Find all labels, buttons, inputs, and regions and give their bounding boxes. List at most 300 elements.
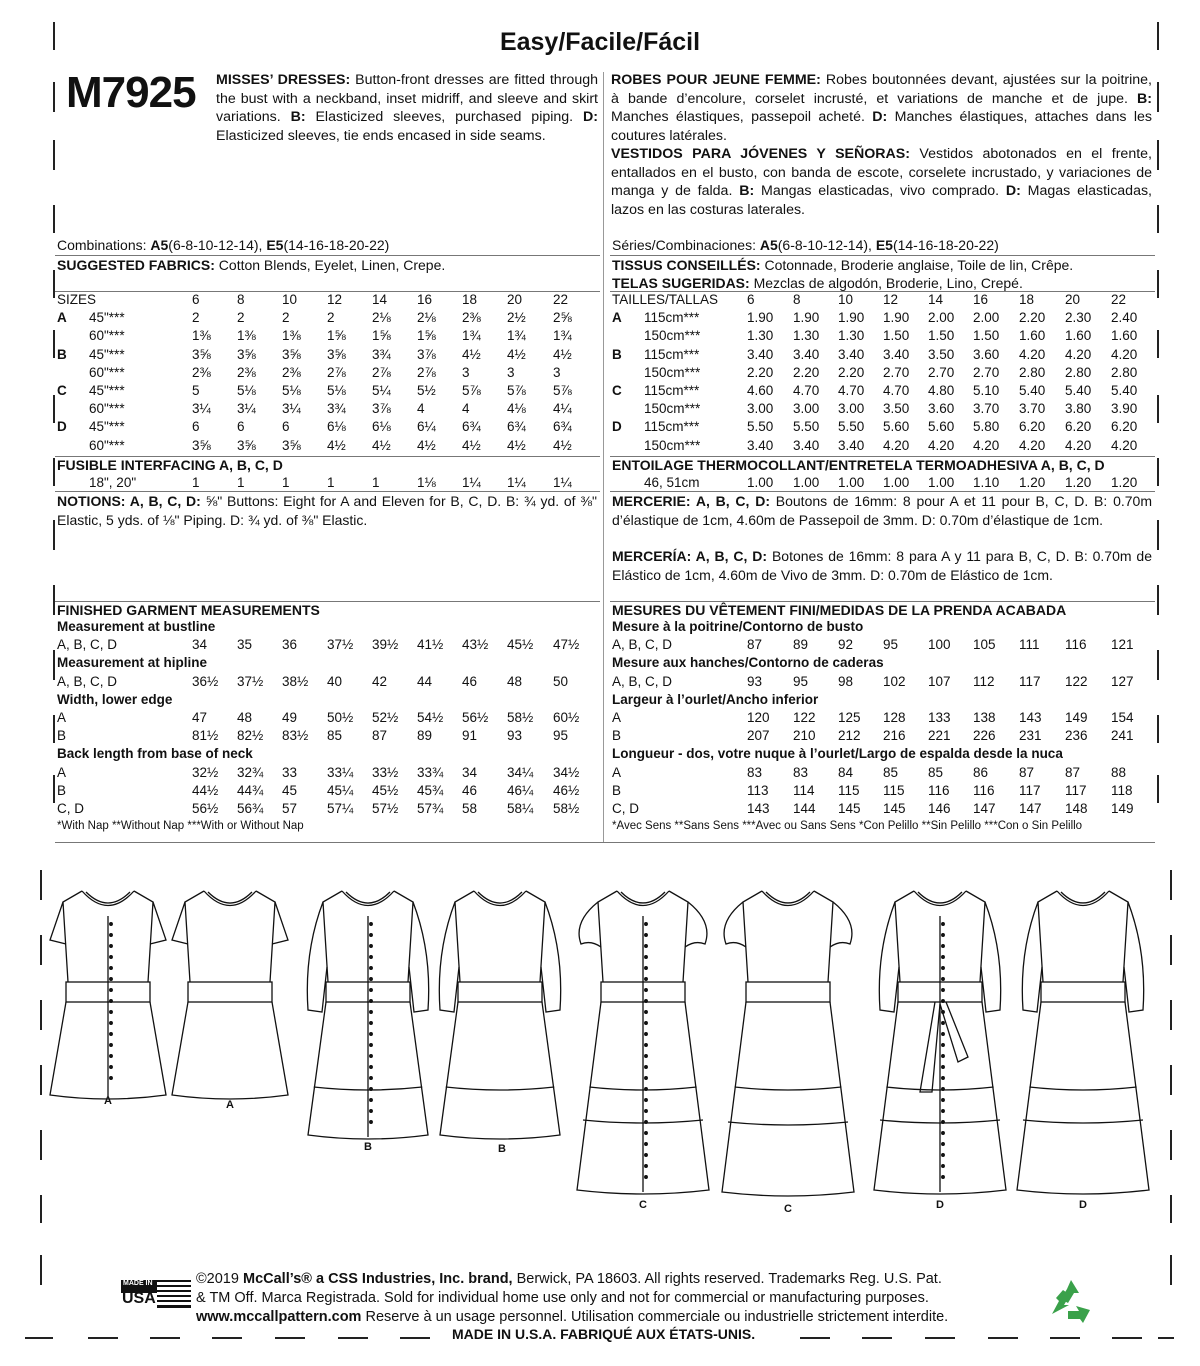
measurement-heading-row	[612, 654, 1157, 672]
yardage-value: 3	[553, 364, 561, 380]
measurement-value: 37½	[327, 637, 354, 653]
measurement-value: 146	[928, 801, 951, 817]
yardage-row	[57, 400, 598, 418]
measurement-value: 117	[1019, 673, 1041, 689]
yardage-row	[612, 437, 1157, 455]
yardage-row-label	[57, 400, 192, 418]
yardage-value: 5⅛	[327, 383, 346, 399]
size-header: 22	[553, 292, 569, 307]
measurement-value: 33¼	[327, 764, 354, 780]
size-header: 12	[327, 292, 343, 307]
french-finished-measurements	[612, 602, 1157, 832]
usa-badge-text: USA	[122, 1290, 156, 1307]
measurement-value: 95	[793, 673, 809, 689]
yardage-row	[612, 418, 1157, 436]
measurement-value: 148	[1065, 801, 1088, 817]
view-letter: A	[612, 310, 622, 326]
yardage-value: 2.80	[1111, 364, 1138, 380]
measurement-row	[57, 709, 598, 727]
yardage-row	[57, 382, 598, 400]
size-header: 10	[838, 292, 854, 307]
yardage-value: 2.30	[1065, 310, 1092, 326]
yardage-value: 4.20	[1111, 437, 1138, 453]
measurement-view: B	[57, 782, 67, 798]
measurement-value: 149	[1065, 710, 1088, 726]
garment-label: B	[364, 1141, 372, 1153]
measurement-value: 58¼	[507, 801, 534, 817]
yardage-value: 1.50	[883, 328, 910, 344]
yardage-value: 1.30	[793, 328, 820, 344]
measurement-row	[57, 673, 598, 691]
yardage-value: 4.20	[1065, 437, 1092, 453]
footnote-fr: *Avec Sens **Sans Sens ***Avec ou Sans Sens *Con Pelillo **Sin Pelillo ***Con o Sin Pelillo	[612, 820, 1083, 833]
measurement-value: 49	[282, 710, 298, 726]
measurement-value: 52½	[372, 710, 399, 726]
yardage-value: 2.20	[793, 364, 820, 380]
yardage-value: 3.40	[793, 346, 820, 362]
yardage-value: 4.80	[928, 383, 955, 399]
description-english	[216, 71, 598, 145]
measurement-value: 128	[883, 710, 906, 726]
measurement-row	[57, 800, 598, 818]
yardage-value: 4¼	[553, 401, 572, 417]
measurement-value: 44½	[192, 782, 219, 798]
measurement-view: A	[57, 710, 67, 726]
measurement-row	[612, 709, 1157, 727]
measurement-value: 231	[1019, 728, 1042, 744]
footer-line2: & TM Off. Marca Registrada. Sold for individual home use only and not for commercial or manufacturing purposes.	[196, 1290, 929, 1306]
yardage-row-label	[612, 309, 747, 327]
yardage-value: 4.20	[973, 437, 1000, 453]
measurement-view: A, B, C, D	[57, 637, 118, 653]
measurement-row	[612, 727, 1157, 745]
measurement-value: 95	[883, 637, 899, 653]
measurement-value: 33¾	[417, 764, 444, 780]
measurement-value: 100	[928, 637, 951, 653]
notions-text: ⅝" Buttons: Eight for A and Eleven for B, C, D. B: ¾ yd. of ⅜" Elastic, 5 yds. of ⅛" Piping. D: ¾ yd. of ⅜" Elastic.	[57, 493, 597, 528]
yardage-value: 4.70	[793, 383, 820, 399]
measurement-heading: Largeur à l’ourlet/Ancho inferior	[612, 691, 819, 707]
yardage-value: 3⅞	[372, 401, 391, 417]
measurement-value: 112	[973, 673, 995, 689]
yardage-value: 3¾	[372, 346, 391, 362]
measurement-value: 102	[883, 673, 906, 689]
yardage-value: 2.20	[838, 364, 865, 380]
interfacing-value: 1	[372, 475, 380, 490]
yardage-value: 4.20	[1019, 437, 1046, 453]
measurement-value: 93	[507, 728, 523, 744]
yardage-row-label	[57, 418, 192, 436]
measurement-value: 116	[973, 782, 995, 798]
desc-en-body: Button-front dresses are fitted through the bust with a neckband, inset midriff, and sleeve and skirt variations.	[216, 72, 598, 125]
measurement-value: 57½	[372, 801, 399, 817]
desc-fr-b-text: Manches élastiques, passepoil acheté.	[611, 109, 873, 125]
yardage-row	[612, 346, 1157, 364]
yardage-value: 5.50	[793, 419, 820, 435]
pattern-number: M7925	[66, 68, 196, 117]
yardage-value: 1.90	[883, 310, 910, 326]
yardage-value: 3.00	[793, 401, 820, 417]
measurement-value: 34¼	[507, 764, 534, 780]
mercerie-label: MERCERIE: A, B, C, D:	[612, 493, 770, 509]
measurement-value: 149	[1111, 801, 1134, 817]
fabrics-fr-label: TISSUS CONSEILLÉS:	[612, 257, 761, 273]
measurement-view: B	[612, 728, 622, 744]
interfacing-width: 18", 20"	[89, 475, 137, 490]
yardage-row	[57, 309, 598, 327]
measurement-value: 87	[747, 637, 763, 653]
yardage-value: 5⅞	[553, 383, 572, 399]
measurement-value: 40	[327, 673, 343, 689]
yardage-value: 4½	[462, 437, 481, 453]
measurement-value: 120	[747, 710, 770, 726]
garment-label: A	[226, 1099, 234, 1111]
yardage-row-label	[57, 437, 192, 455]
combo-a-sizes: (6-8-10-12-14),	[168, 237, 267, 253]
yardage-row	[612, 400, 1157, 418]
yardage-value: 5.10	[973, 383, 1000, 399]
measurement-view: B	[57, 728, 67, 744]
desc-es-d: D:	[1005, 183, 1021, 199]
yardage-value: 4½	[553, 346, 572, 362]
measurement-value: 147	[1019, 801, 1042, 817]
measurement-value: 147	[973, 801, 996, 817]
yardage-value: 4½	[372, 437, 391, 453]
yardage-value: 4½	[462, 346, 481, 362]
yardage-value: 1⅜	[192, 328, 211, 344]
yardage-value: 3.50	[883, 401, 910, 417]
measurement-value: 107	[928, 673, 951, 689]
measurement-view: A, B, C, D	[612, 637, 673, 653]
yardage-row	[612, 327, 1157, 345]
interfacing-value: 1.20	[1019, 475, 1046, 490]
english-yardage-table	[57, 291, 598, 455]
measurement-value: 125	[838, 710, 861, 726]
measurement-view: A	[612, 764, 622, 780]
yardage-row-label	[612, 400, 747, 418]
yardage-value: 3.80	[1065, 401, 1092, 417]
measurement-value: 84	[838, 764, 854, 780]
desc-es-title: VESTIDOS PARA JÓVENES Y SEÑORAS:	[611, 146, 910, 162]
measurement-value: 46½	[553, 782, 580, 798]
interfacing-row	[612, 474, 1157, 492]
yardage-value: 2½	[507, 310, 526, 326]
measurement-value: 32¾	[237, 764, 264, 780]
view-letter: D	[57, 419, 67, 435]
footnote: *With Nap **Without Nap ***With or Without Nap	[57, 820, 304, 833]
combo-e-sizes: (14-16-18-20-22)	[283, 237, 390, 253]
size-header: 14	[372, 292, 388, 307]
measurement-value: 48	[237, 710, 253, 726]
yardage-value: 1.60	[1065, 328, 1092, 344]
yardage-row-label	[57, 327, 192, 345]
measurement-value: 226	[973, 728, 996, 744]
measurement-value: 57¼	[327, 801, 354, 817]
yardage-value: 2	[327, 310, 335, 326]
made-in-usa: MADE IN U.S.A. FABRIQUÉ AUX ÉTATS-UNIS.	[452, 1326, 756, 1342]
yardage-value: 1¾	[553, 328, 572, 344]
yardage-value: 1.60	[1019, 328, 1046, 344]
yardage-value: 4.60	[747, 383, 774, 399]
interfacing-value: 1.20	[1065, 475, 1092, 490]
column-divider	[603, 72, 604, 842]
yardage-value: 4½	[553, 437, 572, 453]
measurement-value: 45½	[372, 782, 399, 798]
merceria-text: Botones de 16mm: 8 para A y 11 para B, C, D. B: 0.70m de Elástico de 1cm, 4.60m de Vivo de 3mm. D: 0.70m de Elástico de 1cm.	[612, 548, 1152, 583]
measurement-value: 85	[327, 728, 343, 744]
measurement-value: 57	[282, 801, 298, 817]
size-header: 18	[1019, 292, 1035, 307]
measurement-heading-row	[612, 618, 1157, 636]
measurement-value: 83½	[282, 728, 309, 744]
measurement-value: 54½	[417, 710, 444, 726]
size-header: 16	[973, 292, 989, 307]
yardage-row-label	[57, 364, 192, 382]
interfacing-value: 1	[282, 475, 290, 490]
size-header: 6	[747, 292, 755, 307]
yardage-value: 3.40	[747, 437, 774, 453]
measurement-value: 91	[462, 728, 478, 744]
fabrics-es-text: Mezclas de algodón, Broderie, Lino, Crepé.	[749, 275, 1023, 291]
measurement-heading-row	[612, 691, 1157, 709]
measurement-value: 41½	[417, 637, 444, 653]
yardage-value: 1.30	[747, 328, 774, 344]
yardage-value: 3.50	[928, 346, 955, 362]
fgm-title-fr: MESURES DU VÊTEMENT FINI/MEDIDAS DE LA PRENDA ACABADA	[612, 602, 1067, 618]
yardage-value: 4⅛	[507, 401, 526, 417]
fabric-width: 60"***	[89, 401, 125, 417]
yardage-value: 4.20	[1065, 346, 1092, 362]
measurement-value: 207	[747, 728, 770, 744]
yardage-row-label	[612, 437, 747, 455]
measurement-value: 58½	[553, 801, 580, 817]
measurement-value: 216	[883, 728, 906, 744]
suggested-fabrics	[57, 256, 597, 274]
yardage-value: 3.40	[838, 346, 865, 362]
yardage-value: 3.00	[747, 401, 774, 417]
measurement-value: 115	[883, 782, 905, 798]
desc-fr-d-text: Manches élastiques, attaches dans les coutures latérales.	[611, 109, 1152, 144]
measurement-value: 105	[973, 637, 996, 653]
yardage-row	[57, 437, 598, 455]
yardage-value: 3¾	[327, 401, 346, 417]
measurement-value: 36	[282, 637, 298, 653]
yardage-row	[57, 364, 598, 382]
website-link[interactable]: www.mccallpattern.com	[196, 1309, 362, 1325]
garment-view	[172, 891, 288, 1099]
size-header: 12	[883, 292, 899, 307]
measurement-view: A	[612, 710, 622, 726]
desc-es-body: Vestidos abotonados en el frente, entallados en el busto, con banda de escote, corselete incrustado, y variaciones de manga y de falda.	[611, 146, 1152, 199]
desc-en-d-text: Elasticized sleeves, tie ends encased in side seams.	[216, 127, 546, 144]
yardage-value: 1⅝	[372, 328, 391, 344]
fabric-width: 45"***	[89, 383, 125, 399]
interfacing-value: 1¼	[553, 475, 572, 490]
measurement-value: 121	[1111, 637, 1134, 653]
yardage-value: 1⅜	[237, 328, 256, 344]
difficulty-level: Easy/Facile/Fácil	[499, 28, 701, 56]
garment-illustrations	[0, 870, 1200, 1230]
yardage-value: 2.20	[1019, 310, 1046, 326]
measurement-value: 33	[282, 764, 298, 780]
garment-view	[50, 891, 166, 1099]
yardage-value: 4.20	[928, 437, 955, 453]
size-header: 6	[192, 292, 200, 307]
yardage-value: 3¼	[282, 401, 301, 417]
measurement-value: 113	[747, 782, 769, 798]
measurement-value: 89	[417, 728, 433, 744]
measurement-heading-row	[57, 654, 598, 672]
measurement-heading: Back length from base of neck	[57, 746, 253, 762]
yardage-value: 4.20	[883, 437, 910, 453]
french-interfacing	[612, 456, 1157, 492]
measurement-value: 98	[838, 673, 854, 689]
combinations-label: Combinations:	[57, 237, 151, 253]
yardage-value: 4	[462, 401, 470, 417]
yardage-row-label	[57, 382, 192, 400]
fabrics-label: SUGGESTED FABRICS:	[57, 257, 215, 273]
yardage-value: 4.20	[1019, 346, 1046, 362]
yardage-value: 5.40	[1111, 383, 1138, 399]
yardage-row-label	[612, 364, 747, 382]
measurement-value: 145	[838, 801, 861, 817]
measurement-value: 48	[507, 673, 523, 689]
yardage-row-label	[57, 346, 192, 364]
yardage-value: 1.50	[928, 328, 955, 344]
yardage-value: 2⅜	[192, 364, 211, 380]
garment-label: A	[104, 1095, 112, 1107]
measurement-view: C, D	[57, 801, 84, 817]
measurement-value: 34	[462, 764, 478, 780]
interfacing-value: 1.00	[883, 475, 910, 490]
yardage-value: 1⅝	[417, 328, 436, 344]
yardage-value: 3.00	[838, 401, 865, 417]
yardage-value: 6¾	[507, 419, 526, 435]
measurement-value: 46	[462, 673, 478, 689]
fabric-width: 115cm***	[644, 346, 700, 362]
yardage-value: 3	[462, 364, 470, 380]
yardage-value: 1.90	[747, 310, 774, 326]
combinations-label-fr: Séries/Combinaciones:	[612, 237, 760, 253]
french-yardage-table	[612, 291, 1157, 455]
view-letter: C	[57, 383, 67, 399]
measurement-heading: Width, lower edge	[57, 691, 173, 707]
yardage-value: 5⅛	[282, 383, 301, 399]
yardage-value: 2⅛	[417, 310, 436, 326]
footer-line1: Berwick, PA 18603. All rights reserved. Trademarks Reg. U.S. Pat.	[512, 1271, 942, 1287]
fabric-width: 115cm***	[644, 383, 700, 399]
yardage-value: 6¼	[417, 419, 436, 435]
french-combinations	[612, 236, 1152, 254]
yardage-value: 3⅝	[237, 437, 256, 453]
yardage-value: 1.90	[838, 310, 865, 326]
description-french-spanish	[611, 71, 1152, 219]
yardage-value: 2.70	[883, 364, 910, 380]
yardage-row-label	[612, 382, 747, 400]
fabric-width: 150cm***	[644, 437, 701, 453]
fabrics-es-label: TELAS SUGERIDAS:	[612, 275, 750, 291]
garment-view	[307, 891, 428, 1139]
interfacing-value: 1	[192, 475, 200, 490]
interfacing-value: 1.00	[793, 475, 820, 490]
yardage-value: 5½	[417, 383, 436, 399]
garment-label: D	[936, 1199, 944, 1211]
yardage-value: 5.40	[1065, 383, 1092, 399]
interfacing-row	[57, 474, 598, 492]
view-letter: C	[612, 383, 622, 399]
measurement-value: 82½	[237, 728, 264, 744]
measurement-value: 86	[973, 764, 989, 780]
desc-es-b: B:	[739, 183, 755, 199]
fabric-width: 150cm***	[644, 328, 701, 344]
yardage-value: 6	[237, 419, 245, 435]
yardage-value: 6⅛	[327, 419, 346, 435]
table-header-row	[57, 291, 598, 309]
size-header: 20	[507, 292, 523, 307]
measurement-value: 56½	[192, 801, 219, 817]
measurement-value: 116	[1065, 637, 1087, 653]
yardage-value: 2⅜	[462, 310, 481, 326]
yardage-row	[57, 327, 598, 345]
garment-view	[439, 891, 560, 1139]
desc-fr-body: Robes boutonnées devant, ajustées sur la poitrine, à bande d’encolure, corselet incrusté, et variations de manche et de jupe.	[611, 72, 1152, 107]
measurement-row	[57, 636, 598, 654]
combo-a-sizes-fr: (6-8-10-12-14),	[777, 237, 876, 253]
measurement-value: 221	[928, 728, 951, 744]
yardage-value: 5.80	[973, 419, 1000, 435]
interfacing-value: 1¼	[507, 475, 526, 490]
measurement-value: 241	[1111, 728, 1134, 744]
desc-es-d-text: Magas elasticadas, lazos en las costuras laterales.	[611, 183, 1152, 218]
size-header-label: TAILLES/TALLAS	[612, 292, 719, 307]
yardage-value: 1.50	[973, 328, 1000, 344]
made-in-usa-badge	[121, 1280, 191, 1308]
measurement-value: 95	[553, 728, 569, 744]
combo-e: E5	[266, 237, 284, 253]
yardage-value: 5.40	[1019, 383, 1046, 399]
measurement-value: 45½	[507, 637, 534, 653]
english-combinations	[57, 236, 597, 254]
measurement-view: A	[57, 764, 67, 780]
measurement-value: 58	[462, 801, 478, 817]
measurement-value: 45	[282, 782, 298, 798]
yardage-value: 3.70	[1019, 401, 1046, 417]
yardage-value: 5	[192, 383, 200, 399]
interfacing-value: 1.00	[747, 475, 774, 490]
yardage-row-label	[612, 418, 747, 436]
yardage-value: 5.60	[928, 419, 955, 435]
combo-e-fr: E5	[875, 237, 893, 253]
footer-legal	[196, 1270, 1056, 1327]
measurement-heading: Longueur - dos, votre nuque à l’ourlet/Largo de espalda desde la nuca	[612, 746, 1063, 762]
size-header-label: SIZES	[57, 292, 97, 307]
desc-en-d: D:	[583, 109, 598, 125]
yardage-value: 5¼	[372, 383, 391, 399]
measurement-value: 47½	[553, 637, 580, 653]
measurement-row	[57, 782, 598, 800]
measurement-value: 34	[192, 637, 208, 653]
measurement-value: 154	[1111, 710, 1134, 726]
view-letter: D	[612, 419, 622, 435]
yardage-value: 1¾	[507, 328, 526, 344]
measurement-value: 210	[793, 728, 816, 744]
yardage-value: 1¾	[462, 328, 481, 344]
measurement-value: 38½	[282, 673, 309, 689]
garment-label: C	[784, 1203, 792, 1215]
yardage-value: 2⅜	[282, 364, 301, 380]
yardage-value: 3⅝	[192, 437, 211, 453]
yardage-value: 6¾	[553, 419, 572, 435]
